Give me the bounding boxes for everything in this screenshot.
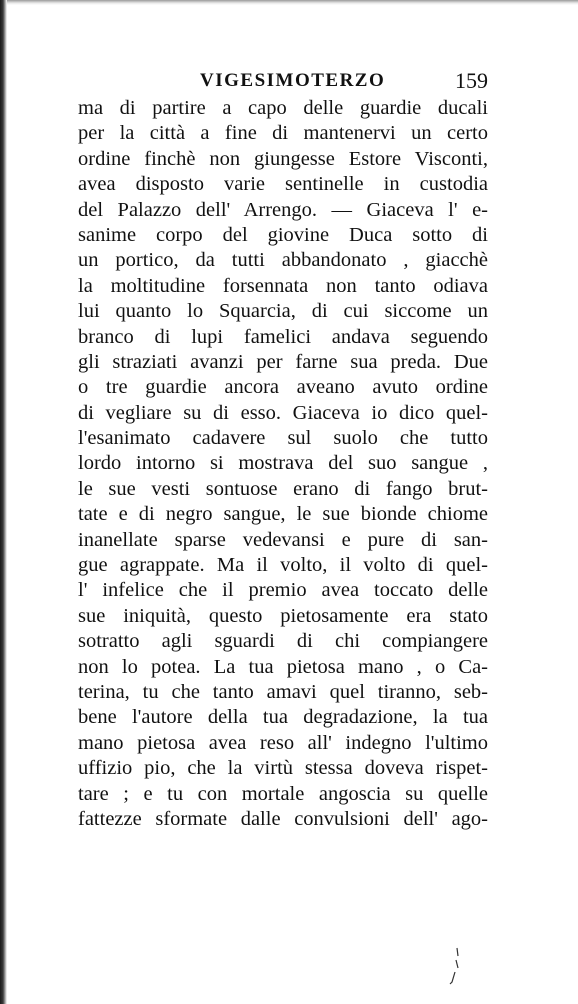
ink-mark: [448, 946, 462, 986]
text-line: branco di lupi famelici andava seguendo: [78, 325, 488, 348]
text-line: bene l'autore della tua degradazione, la tua: [78, 706, 488, 729]
text-line: l' infelice che il premio avea toccato delle: [78, 579, 488, 602]
page-top-edge: [0, 0, 578, 5]
text-line: sotratto agli sguardi di chi compiangere: [78, 630, 488, 653]
text-line: terina, tu che tanto amavi quel tiranno, seb-: [78, 680, 488, 703]
text-line: o tre guardie ancora aveano avuto ordine: [78, 376, 488, 399]
text-line: gli straziati avanzi per farne sua preda. Due: [78, 350, 488, 373]
text-line: la moltitudine forsennata non tanto odiava: [78, 274, 488, 297]
running-head: VIGESIMOTERZO: [200, 70, 386, 91]
text-line: l'esanimato cadavere sul suolo che tutto: [78, 427, 488, 450]
text-line: di vegliare su di esso. Giaceva io dico quel-: [78, 401, 488, 424]
text-line: fattezze sformate dalle convulsioni dell' ago-: [78, 807, 488, 830]
text-line: inanellate sparse vedevansi e pure di san-: [78, 528, 488, 551]
text-line: gue agrappate. Ma il volto, il volto di quel-: [78, 554, 488, 577]
text-line: mano pietosa avea reso all' indegno l'ultimo: [78, 731, 488, 754]
text-line: sue iniquità, questo pietosamente era stato: [78, 604, 488, 627]
text-line: tare ; e tu con mortale angoscia su quelle: [78, 782, 488, 805]
text-line: tate e di negro sangue, le sue bionde chiome: [78, 503, 488, 526]
text-line: lordo intorno si mostrava del suo sangue ,: [78, 452, 488, 475]
text-line: per la città a fine di mantenervi un certo: [78, 122, 488, 145]
text-line: un portico, da tutti abbandonato , giacchè: [78, 249, 488, 272]
text-line: ordine finchè non giungesse Estore Visconti,: [78, 147, 488, 170]
text-line: lui quanto lo Squarcia, di cui siccome un: [78, 300, 488, 323]
text-line: le sue vesti sontuose erano di fango brut-: [78, 477, 488, 500]
text-line: avea disposto varie sentinelle in custodia: [78, 173, 488, 196]
text-line: non lo potea. La tua pietosa mano , o Ca-: [78, 655, 488, 678]
text-line: ma di partire a capo delle guardie ducali: [78, 97, 488, 119]
binding-edge: [0, 0, 7, 1004]
text-line: sanime corpo del giovine Duca sotto di: [78, 223, 488, 246]
body-text: [78, 96, 488, 832]
text-line: del Palazzo dell' Arrengo. — Giaceva l' e-: [78, 198, 488, 221]
page-number: 159: [455, 68, 488, 93]
text-line: uffizio pio, che la virtù stessa doveva rispet-: [78, 757, 488, 780]
